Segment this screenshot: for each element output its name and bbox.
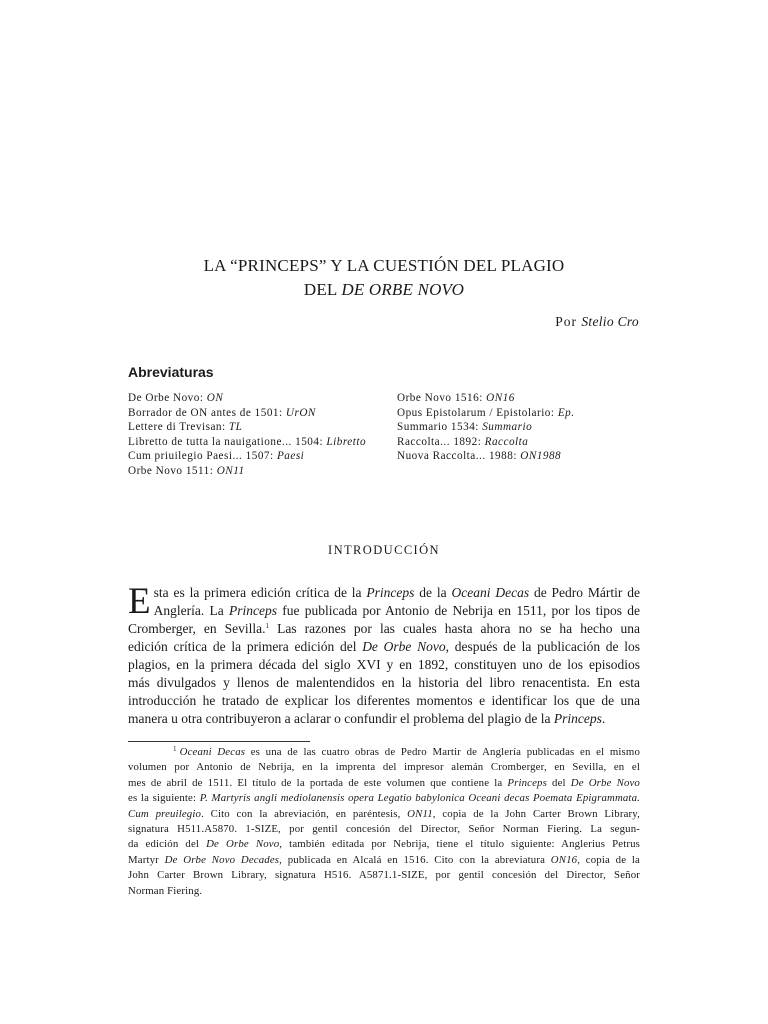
text-run: del [546, 776, 571, 789]
abbreviation-code: UrON [285, 406, 316, 419]
text-run-italic: Princeps [507, 776, 547, 789]
abbreviation-code: ON1988 [520, 450, 562, 463]
abbreviation-row [397, 449, 657, 464]
author-name: Stelio Cro [581, 314, 639, 329]
text-run: Anglería. La [153, 603, 229, 618]
drop-cap: E [128, 581, 151, 622]
text-run: Las razones por las cuales hasta ahora no se ha hecho una [269, 621, 640, 636]
footnote-line: signatura H511.A5870. 1-SIZE, por gentil concesión del Director, Señor Norman Fiering. La segun- [128, 823, 640, 836]
text-run-italic: De Orbe Novo Decades [164, 853, 280, 866]
text-run: edición crítica de la primera edición del [128, 639, 363, 654]
abbreviation-label: Nuova Raccolta... 1988: [397, 450, 521, 463]
footnote-line [128, 853, 640, 868]
text-run: manera u otra contribuyeron a aclarar o confundir el problema del plagio de la [128, 711, 554, 726]
text-run-italic: Oceani Decas [179, 746, 246, 758]
text-run: . [601, 711, 606, 726]
abbreviation-label: Borrador de ON antes de 1501: [128, 406, 286, 419]
text-run: mes de abril de 1511. El título de la portada de este volumen que contiene la [128, 776, 508, 789]
abbreviation-row [397, 420, 657, 435]
abbreviation-label: Orbe Novo 1516: [397, 392, 487, 404]
text-run: de Pedro Mártir de [529, 585, 640, 600]
abbreviation-row [397, 391, 657, 406]
text-run: , después de la publicación de los [445, 639, 640, 654]
abbreviation-row [128, 391, 388, 406]
text-run-italic: Princeps [553, 711, 602, 726]
abbreviation-code: Libretto [326, 435, 367, 448]
abbreviation-label: Libretto de tutta la nauigatione... 1504: [128, 435, 327, 448]
author-byline [555, 314, 639, 330]
abbreviation-code: TL [228, 421, 243, 434]
abbreviation-code: ON [206, 392, 224, 404]
body-line [128, 602, 640, 620]
section-heading-introduccion: INTRODUCCIÓN [328, 543, 440, 557]
text-run: Cromberger, en Sevilla. [128, 621, 266, 636]
text-run-italic: Princeps [229, 603, 277, 618]
body-paragraph [128, 581, 641, 728]
body-line [128, 620, 640, 638]
text-run-italic: P. Martyris angli mediolanensis opera Legatio babylonica Oceani decas Poemata Epigrammata. [199, 792, 640, 805]
text-run-italic: De Orbe Novo [206, 838, 280, 851]
title-line-2-italic: DE ORBE NOVO [341, 280, 465, 299]
title-line-2-prefix: DEL [303, 280, 342, 299]
footnote-separator [128, 741, 310, 742]
abbreviations-left-column [128, 391, 388, 479]
footnote-reference[interactable]: 1 [265, 622, 270, 630]
footnote-1 [128, 745, 640, 899]
text-run: Martyr [128, 853, 165, 866]
abbreviations-right-column [397, 391, 657, 464]
article-title [0, 254, 768, 302]
footnote-line: volumen por Antonio de Nebrija, en la imprenta del impresor alemán Cromberger, en Sevilla, en el [128, 761, 640, 774]
footnote-line [128, 776, 640, 791]
abbreviation-code: ON16 [486, 392, 515, 404]
abbreviation-code: ON11 [216, 464, 245, 477]
abbreviation-code: Summario [482, 421, 533, 434]
footnote-number: 1 [173, 745, 177, 753]
text-run-italic: Cum preuilegio [128, 807, 202, 820]
abbreviation-label: Raccolta... 1892: [397, 435, 485, 448]
title-line-1: LA “PRINCEPS” Y LA CUESTIÓN DEL PLAGIO [203, 256, 565, 275]
abbreviation-row [397, 406, 657, 421]
body-line [128, 710, 640, 728]
text-run-italic: ON16 [550, 853, 578, 866]
text-run-italic: ON11 [407, 807, 433, 820]
body-line [128, 584, 640, 602]
text-run: , publicada en Alcalá en 1516. Cito con la abreviatura [279, 853, 551, 866]
body-line: plagios, en la primera década del siglo XVI y en 1892, constituyen uno de los episodios [128, 657, 640, 672]
abbreviation-row [128, 420, 388, 435]
abbreviation-label: Summario 1534: [397, 421, 483, 434]
abbreviation-label: Cum priuilegio Paesi... 1507: [128, 450, 277, 463]
byline-prefix: Por [555, 314, 582, 329]
abbreviation-label: Opus Epistolarum / Epistolario: [397, 406, 558, 419]
body-line [128, 638, 640, 656]
text-run: sta es la primera edición crítica de la [153, 585, 367, 600]
abbreviation-row [128, 406, 388, 421]
abbreviation-label: Orbe Novo 1511: [128, 464, 217, 477]
footnote-line [128, 745, 640, 760]
abbreviation-row [128, 435, 388, 450]
footnote-line [128, 807, 640, 822]
text-run: , copia de la [577, 853, 640, 866]
text-run: es una de las cuatro obras de Pedro Martir de Anglería publicadas en el mismo [245, 746, 640, 758]
abbreviations-heading: Abreviaturas [128, 364, 214, 380]
body-line: más divulgados y llenos de malentendidos en la historia del libro renacentista. En esta [128, 675, 640, 690]
text-run: da edición del [128, 838, 207, 851]
abbreviation-row [128, 449, 388, 464]
text-run-italic: De Orbe Novo [570, 776, 640, 789]
footnote-line: John Carter Brown Library, signatura H516. A5871.1-SIZE, por gentil concesión del Director, Señor [128, 869, 640, 882]
abbreviation-row [397, 435, 657, 450]
abbreviation-code: Paesi [276, 450, 305, 463]
text-run-italic: De Orbe Novo [362, 639, 446, 654]
abbreviation-code: Raccolta [484, 435, 529, 448]
abbreviation-row [128, 464, 388, 479]
title-line-2 [0, 278, 768, 302]
text-run-italic: Princeps [366, 585, 415, 600]
abbreviation-label: Lettere di Trevisan: [128, 421, 229, 434]
text-run-italic: Oceani Decas [451, 585, 530, 600]
abbreviation-label: De Orbe Novo: [128, 392, 207, 404]
body-line: introducción he tratado de explicar los diferentes momentos e identificar los que de una [128, 693, 640, 708]
text-run: es la siguiente: [128, 792, 200, 805]
text-run: , también editada por Nebrija, tiene el título siguiente: Anglerius Petrus [279, 838, 640, 851]
text-run: . Cito con la abreviación, en paréntesis, [201, 807, 408, 820]
text-run: de la [414, 585, 452, 600]
text-run: fue publicada por Antonio de Nebrija en 1511, por los tipos de [277, 603, 641, 618]
footnote-line [128, 837, 640, 852]
abbreviation-code: Ep. [557, 406, 575, 419]
footnote-line [128, 791, 640, 806]
text-run: , copia de la John Carter Brown Library, [432, 807, 640, 820]
footnote-line: Norman Fiering. [128, 884, 203, 897]
